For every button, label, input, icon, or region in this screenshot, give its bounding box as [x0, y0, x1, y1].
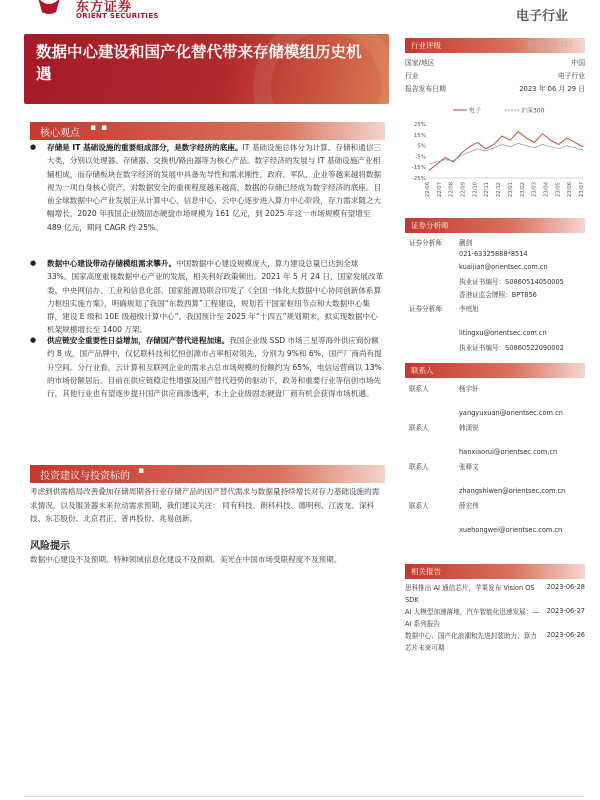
y-tick-label: -25%	[411, 176, 426, 182]
analyst-cert: 执业证书编号：S0860514050005	[459, 278, 564, 286]
contact-name: 薛宏伟	[459, 502, 479, 510]
x-tick-label: 22/08	[448, 182, 455, 197]
legend-label: 电子	[469, 107, 482, 115]
x-tick-label: 22/12	[496, 182, 503, 197]
x-tick-label: 22/07	[436, 182, 443, 197]
y-tick-label: 5%	[417, 143, 426, 150]
y-tick-label: -15%	[411, 165, 426, 172]
analyst-name: 蒯剑	[459, 239, 473, 247]
related-title[interactable]: 思科推出 AI 通信芯片，苹果发布 Vision OS SDK	[405, 584, 535, 604]
rating-row: 行业 电子行业	[405, 72, 585, 80]
related-date: 2023-06-28	[546, 583, 585, 591]
x-tick-label: 23/03	[531, 182, 538, 197]
bullet-datacenter: ● 数据中心建设带动存储模组需求攀升。中国数据中心建设规模庞大，算力建设总量已达到全球 33%。国家高度重视数据中心产业的发展，相关利好政策频出。2021 年 5 月 24 日，国家发展改革委、中央网信办、工业和信息化部、国家能源局联合印发了《全国一体化大数据中心协同创新体系算力枢纽实施方案》，明确规划了我国“东数西算”工程建设，规划若干国家枢纽节点和大数据中心集群，建设 E 级和 10E 级超级计算中心”。我国预计至 2025 年“十四五”规划期末，拟实现数据中心机架规模增长至 1400 万架。	[30, 257, 385, 334]
analysts-heading: 证券分析师	[405, 218, 585, 233]
y-tick-label: 25%	[413, 122, 426, 128]
title-banner	[24, 34, 389, 104]
related-date: 2023-06-26	[546, 631, 585, 639]
x-tick-label: 23/04	[543, 182, 550, 197]
advice-heading: 投资建议与投资标的 ▪	[30, 465, 385, 483]
core-view-heading: 核心观点 ▪ ▪	[30, 122, 385, 140]
performance-chart	[405, 102, 587, 210]
industry-label: 电子行业	[515, 9, 568, 24]
analyst-name: 李庭旭	[459, 305, 479, 313]
contact-name: 张释文	[459, 463, 479, 471]
contact-name: 杨宇轩	[459, 385, 479, 393]
report-title: 数据中心建设和国产化替代带来存储模组历史机遇	[36, 43, 362, 83]
related-title[interactable]: 数据中心、国产化浪潮和先进封装助力，算力芯片未来可期	[405, 632, 537, 652]
bullet-storage: ● 存储是 IT 基础设施的重要组成部分，是数字经济的底座。IT 基础设施总体分为计算、存储和通信三大类，分别以处理器、存储器、交换机/路由器等为核心产品。数字经济的发展与 IT 基础设施产业相辅相成，而存储板块在数字经济的发展中具备先导性和需求刚性，政府、军队、企业等越来越将数据视为一项自身核心资产，对数据安全的重视程度越来越高，数据的存储已经成为数字经济的底座。目前全球数据中心产业发展正从计算中心、信息中心、云中心逐步进入算力中心阶段，存力需求随之大幅增长，2020 年我国企业级固态硬盘市场规模为 161 亿元，到 2025 年这一市场规模有望增至 489 亿元，期间 CAGR 约 25%。	[30, 141, 385, 257]
core-view-bullets	[30, 141, 385, 400]
company-logo	[36, 0, 166, 20]
x-tick-label: 23/05	[555, 182, 562, 197]
heading-dots: ▪	[138, 466, 146, 476]
logo-icon	[36, 0, 62, 16]
legend-label: 沪深300	[521, 107, 545, 115]
logo-cn-text: 东方证券	[76, 0, 133, 15]
analyst-email[interactable]: litingxu@orientsec.com.cn	[459, 329, 547, 337]
y-tick-label: -5%	[415, 154, 426, 161]
contact-email[interactable]: yangyuxuan@orientsec.com.cn	[459, 409, 563, 417]
analyst-email[interactable]: kuaijian@orientsec.com.cn	[459, 263, 548, 271]
analyst-cert: 执业证书编号：S0860522090002	[459, 344, 564, 352]
risk-text: 数据中心建设不及预期、特种领域信息化建设不及预期、美光在中国市场受限程度不及预期。	[30, 555, 342, 564]
footer-divider	[24, 796, 584, 797]
related-date: 2023-06-27	[546, 607, 585, 615]
rating-row: 报告发布日期 2023 年 06 月 29 日	[405, 85, 585, 93]
x-tick-label: 22/09	[460, 182, 467, 197]
logo-en-text: ORIENT SECURITIES	[76, 12, 159, 20]
x-tick-label: 23/07	[579, 182, 585, 197]
x-tick-label: 23/02	[519, 182, 526, 197]
analyst-license: 香港证监会牌照：BPT856	[459, 291, 537, 299]
rating-table	[405, 57, 585, 96]
heading-dots: ▪ ▪	[90, 123, 109, 133]
rating-row: 国家/地区 中国	[405, 59, 585, 67]
analyst-phone: 021-63325888*8514	[459, 250, 528, 258]
contact-email[interactable]: xuehongwei@orientsec.com.cn	[459, 526, 563, 534]
contact-email[interactable]: hanxiaorui@orientsec.com.cn	[459, 448, 558, 456]
bullet-supply-chain: ● 供应链安全重要性日益增加，存储国产替代进程加速。我国企业级 SSD 市场三星等海外供应商份额约 8 成，国产品牌中，仅忆联科技和忆恒创源市占率相对领先，分别为 9%和 6%，国产厂商尚有提升空间。分行业看，云计算和互联网企业的需求占总市场规模的份额约为 65%，电信运营商以 13%的市场份额居后。目前在供应链稳定性增强及国产替代趋势的驱动下，政务和重要行业等信创市场先行，其他行业也有望逐步提升国产供应商渗透率，本土企业级固态硬盘厂商有机会获得市场机遇。	[30, 334, 385, 400]
series-line	[429, 132, 583, 171]
related-heading: 相关报告	[405, 564, 585, 579]
x-tick-label: 23/06	[567, 182, 574, 197]
x-tick-label: 23/01	[507, 182, 514, 197]
x-tick-label: 22/10	[472, 182, 479, 197]
contact-name: 韩潇锐	[459, 424, 479, 432]
contact-email[interactable]: zhangshiwen@orientsec.com.cn	[459, 487, 566, 495]
x-tick-label: 22/11	[484, 182, 491, 197]
x-tick-label: 22/06	[425, 182, 431, 197]
rating-heading: 行业评级 看好（维持）	[405, 38, 585, 53]
advice-text: 考虑到供需格局改善叠加存储周期各行业存储产品的国产替代需求与数据量持续增长对存力基础设施的需求情况，以及服务器未来拉动需求预期，我们建议关注： 同有科技、朗科科技、德明利、江波龙、深科技、东芯股份、北京君正、普冉股份、兆易创新。	[30, 487, 380, 523]
rating-value: 看好（维持）	[525, 41, 577, 51]
contacts-heading: 联系人	[405, 363, 585, 378]
y-tick-label: 15%	[413, 132, 426, 139]
related-title[interactable]: AI 大模型加速落地，汽车智能化迅速发展：—AI 系列报告	[405, 608, 539, 628]
risk-heading: 风险提示	[30, 541, 70, 552]
